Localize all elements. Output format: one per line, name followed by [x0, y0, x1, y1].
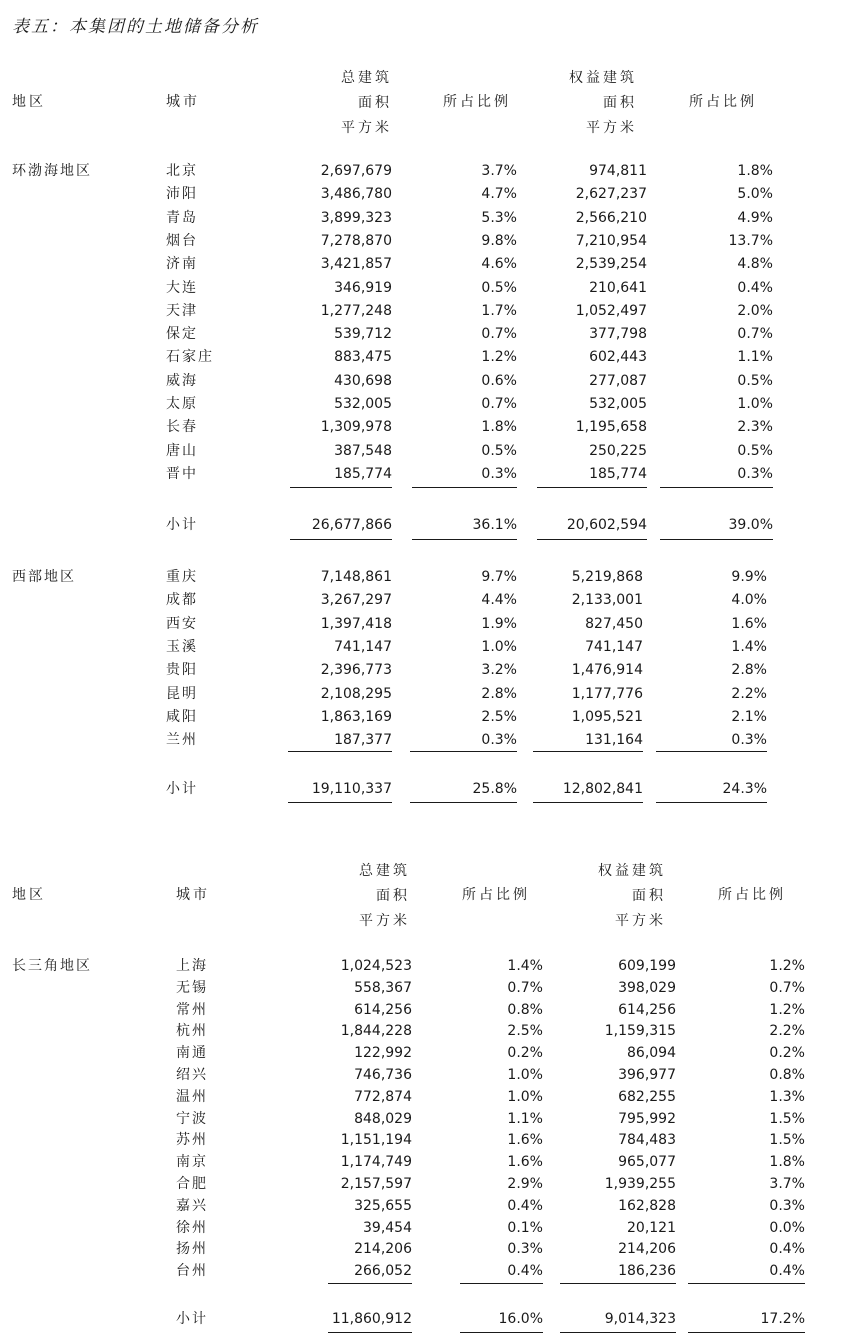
column-rule: [460, 1283, 543, 1284]
header-city: 城市: [166, 94, 200, 110]
table-row: [0, 999, 841, 1021]
attr-share-cell: 0.8%: [769, 1067, 805, 1083]
attr-gfa-cell: 214,206: [618, 1241, 676, 1258]
table-row: [0, 183, 841, 205]
gfa-share-cell: 5.3%: [481, 209, 517, 226]
city-cell: 大连: [166, 279, 198, 296]
gfa-share-cell: 9.8%: [481, 232, 517, 249]
table-row: [0, 323, 841, 345]
subtotal-attr-gfa: 12,802,841: [562, 781, 643, 797]
gfa-share-cell: 3.7%: [481, 163, 517, 179]
attr-gfa-cell: 2,133,001: [571, 592, 643, 609]
gfa-cell: 214,206: [354, 1241, 412, 1258]
city-cell: 贵阳: [166, 662, 198, 679]
city-cell: 昆明: [166, 685, 198, 702]
table-row: [0, 1086, 841, 1108]
city-cell: 嘉兴: [176, 1197, 208, 1214]
gfa-share-cell: 2.8%: [481, 685, 517, 702]
attr-share-cell: 5.0%: [737, 186, 773, 203]
attr-share-cell: 1.8%: [737, 163, 773, 179]
attr-share-cell: 0.4%: [769, 1241, 805, 1258]
city-cell: 晋中: [166, 465, 198, 482]
subtotal-gfa: 26,677,866: [311, 517, 392, 533]
attr-share-cell: 0.7%: [769, 979, 805, 996]
header-attr-gfa: [556, 859, 666, 934]
table-row: [0, 636, 841, 658]
table-row: [0, 659, 841, 681]
attr-share-cell: 1.2%: [769, 958, 805, 974]
attr-share-cell: 2.1%: [731, 708, 767, 725]
header-share: 所占比例: [462, 887, 530, 903]
gfa-cell: 2,396,773: [320, 662, 392, 679]
city-cell: 成都: [166, 592, 198, 609]
column-rule: [533, 751, 643, 752]
gfa-share-cell: 1.6%: [507, 1132, 543, 1149]
gfa-share-cell: 1.6%: [507, 1154, 543, 1171]
header-attr-line2: 面积: [632, 888, 666, 904]
gfa-share-cell: 0.8%: [507, 1001, 543, 1018]
attr-gfa-cell: 741,147: [585, 638, 643, 655]
header-gfa-line1: 总建筑: [341, 70, 392, 86]
city-cell: 徐州: [176, 1219, 208, 1236]
gfa-cell: 122,992: [354, 1045, 412, 1062]
attr-gfa-cell: 250,225: [589, 442, 647, 459]
header-gfa-line2: 面积: [376, 888, 410, 904]
city-cell: 绍兴: [176, 1067, 208, 1083]
header-share: 所占比例: [443, 94, 511, 110]
attr-gfa-cell: 1,177,776: [571, 685, 643, 702]
column-rule: [328, 1332, 412, 1333]
subtotal-gfa: 19,110,337: [311, 781, 392, 797]
header-attr-line3: 平方米: [615, 913, 666, 929]
gfa-share-cell: 0.7%: [481, 396, 517, 412]
attr-share-cell: 0.0%: [769, 1219, 805, 1236]
gfa-cell: 3,486,780: [320, 186, 392, 203]
column-rule: [328, 1283, 412, 1284]
attr-gfa-cell: 1,095,521: [571, 708, 643, 725]
column-rule: [656, 802, 767, 803]
table-row: [0, 1129, 841, 1151]
column-rule: [560, 1332, 676, 1333]
attr-gfa-cell: 86,094: [627, 1045, 676, 1062]
attr-share-cell: 4.9%: [737, 209, 773, 226]
city-cell: 南通: [176, 1045, 208, 1062]
gfa-share-cell: 0.4%: [507, 1197, 543, 1214]
city-cell: 天津: [166, 302, 198, 319]
table-row: [0, 1042, 841, 1064]
gfa-cell: 185,774: [334, 465, 392, 482]
column-rule: [460, 1332, 543, 1333]
gfa-cell: 7,148,861: [320, 569, 392, 585]
city-cell: 兰州: [166, 732, 198, 749]
table-row: [0, 589, 841, 611]
table-row: [0, 1064, 841, 1086]
attr-gfa-cell: 131,164: [585, 732, 643, 749]
column-rule: [560, 1283, 676, 1284]
attr-share-cell: 1.6%: [731, 615, 767, 632]
city-cell: 石家庄: [166, 349, 214, 366]
attr-gfa-cell: 1,939,255: [604, 1176, 676, 1192]
header-attr-line1: 权益建筑: [598, 863, 666, 879]
table-row: [0, 566, 841, 588]
subtotal-attr-gfa: 20,602,594: [566, 517, 647, 533]
gfa-cell: 532,005: [334, 396, 392, 412]
gfa-cell: 848,029: [354, 1110, 412, 1127]
attr-share-cell: 0.5%: [737, 442, 773, 459]
gfa-share-cell: 2.5%: [481, 708, 517, 725]
subtotal-label: 小计: [166, 781, 198, 797]
gfa-cell: 3,267,297: [320, 592, 392, 609]
column-rule: [410, 802, 517, 803]
attr-gfa-cell: 20,121: [627, 1219, 676, 1236]
gfa-share-cell: 0.4%: [507, 1263, 543, 1280]
header-gfa: [300, 859, 410, 934]
city-cell: 青岛: [166, 209, 198, 226]
attr-share-cell: 0.5%: [737, 372, 773, 389]
column-rule: [537, 487, 647, 488]
gfa-share-cell: 0.3%: [481, 732, 517, 749]
attr-gfa-cell: 784,483: [618, 1132, 676, 1149]
attr-share-cell: 0.3%: [731, 732, 767, 749]
gfa-share-cell: 1.0%: [507, 1067, 543, 1083]
gfa-cell: 539,712: [334, 326, 392, 343]
subtotal-attr-share: 24.3%: [722, 781, 767, 797]
attr-share-cell: 4.0%: [731, 592, 767, 609]
column-rule: [537, 539, 647, 540]
gfa-cell: 1,397,418: [320, 615, 392, 632]
column-rule: [412, 539, 517, 540]
attr-gfa-cell: 682,255: [618, 1088, 676, 1105]
gfa-cell: 187,377: [334, 732, 392, 749]
gfa-share-cell: 1.1%: [507, 1110, 543, 1127]
header-gfa: [282, 66, 392, 141]
attr-gfa-cell: 162,828: [618, 1197, 676, 1214]
attr-gfa-cell: 2,566,210: [575, 209, 647, 226]
gfa-cell: 883,475: [334, 349, 392, 366]
table-row: [0, 463, 841, 485]
gfa-share-cell: 2.9%: [507, 1176, 543, 1192]
header-gfa-line3: 平方米: [341, 120, 392, 136]
gfa-share-cell: 0.2%: [507, 1045, 543, 1062]
header-gfa-line2: 面积: [358, 95, 392, 111]
gfa-share-cell: 0.5%: [481, 442, 517, 459]
attr-gfa-cell: 609,199: [618, 958, 676, 974]
attr-gfa-cell: 614,256: [618, 1001, 676, 1018]
header-attr-gfa: [527, 66, 637, 141]
gfa-share-cell: 4.4%: [481, 592, 517, 609]
attr-share-cell: 3.7%: [769, 1176, 805, 1192]
subtotal-label: 小计: [176, 1311, 208, 1327]
header-gfa-line3: 平方米: [359, 913, 410, 929]
gfa-share-cell: 2.5%: [507, 1023, 543, 1040]
column-rule: [288, 751, 392, 752]
gfa-cell: 430,698: [334, 372, 392, 389]
attr-share-cell: 1.5%: [769, 1110, 805, 1127]
attr-share-cell: 1.4%: [731, 638, 767, 655]
city-cell: 温州: [176, 1088, 208, 1105]
attr-share-cell: 1.2%: [769, 1001, 805, 1018]
table-row: [0, 230, 841, 252]
city-cell: 常州: [176, 1001, 208, 1018]
header-attr-share: 所占比例: [689, 94, 757, 110]
table-row: [0, 346, 841, 368]
gfa-share-cell: 1.9%: [481, 615, 517, 632]
city-cell: 北京: [166, 163, 198, 179]
table-row: [0, 683, 841, 705]
column-rule: [288, 802, 392, 803]
gfa-share-cell: 0.6%: [481, 372, 517, 389]
city-cell: 扬州: [176, 1241, 208, 1258]
gfa-share-cell: 4.6%: [481, 256, 517, 273]
column-rule: [290, 487, 392, 488]
table-row: [0, 1151, 841, 1173]
table-row: [0, 300, 841, 322]
city-cell: 太原: [166, 396, 198, 412]
attr-share-cell: 0.3%: [769, 1197, 805, 1214]
attr-share-cell: 0.2%: [769, 1045, 805, 1062]
column-rule: [688, 1283, 805, 1284]
city-cell: 保定: [166, 326, 198, 343]
gfa-cell: 1,309,978: [320, 419, 392, 436]
attr-gfa-cell: 210,641: [589, 279, 647, 296]
gfa-share-cell: 4.7%: [481, 186, 517, 203]
subtotal-share: 16.0%: [498, 1311, 543, 1327]
gfa-cell: 772,874: [354, 1088, 412, 1105]
attr-gfa-cell: 2,627,237: [575, 186, 647, 203]
gfa-share-cell: 0.5%: [481, 279, 517, 296]
region-label: 环渤海地区: [12, 163, 92, 179]
subtotal-share: 25.8%: [472, 781, 517, 797]
attr-share-cell: 1.0%: [737, 396, 773, 412]
attr-gfa-cell: 5,219,868: [571, 569, 643, 585]
table-row: [0, 440, 841, 462]
attr-gfa-cell: 186,236: [618, 1263, 676, 1280]
column-rule: [533, 802, 643, 803]
city-cell: 无锡: [176, 979, 208, 996]
attr-share-cell: 1.5%: [769, 1132, 805, 1149]
gfa-share-cell: 1.0%: [507, 1088, 543, 1105]
gfa-cell: 1,024,523: [340, 958, 412, 974]
gfa-share-cell: 0.7%: [481, 326, 517, 343]
header-region: 地区: [12, 887, 46, 903]
attr-share-cell: 9.9%: [731, 569, 767, 585]
gfa-share-cell: 1.4%: [507, 958, 543, 974]
gfa-share-cell: 1.2%: [481, 349, 517, 366]
table-row: [0, 253, 841, 275]
subtotal-attr-gfa: 9,014,323: [604, 1311, 676, 1327]
subtotal-row: [0, 778, 841, 800]
gfa-cell: 266,052: [354, 1263, 412, 1280]
column-rule: [660, 539, 773, 540]
gfa-cell: 2,108,295: [320, 685, 392, 702]
attr-share-cell: 2.2%: [731, 685, 767, 702]
column-rule: [656, 751, 767, 752]
column-rule: [688, 1332, 805, 1333]
header-attr-line1: 权益建筑: [569, 70, 637, 86]
attr-gfa-cell: 974,811: [589, 163, 647, 179]
table-row: [0, 613, 841, 635]
gfa-share-cell: 1.0%: [481, 638, 517, 655]
city-cell: 上海: [176, 958, 208, 974]
attr-gfa-cell: 532,005: [589, 396, 647, 412]
attr-share-cell: 13.7%: [728, 232, 773, 249]
gfa-cell: 7,278,870: [320, 232, 392, 249]
attr-gfa-cell: 7,210,954: [575, 232, 647, 249]
attr-gfa-cell: 795,992: [618, 1110, 676, 1127]
table-row: [0, 277, 841, 299]
gfa-cell: 558,367: [354, 979, 412, 996]
table-row: [0, 1195, 841, 1217]
attr-share-cell: 1.8%: [769, 1154, 805, 1171]
header-attr-share: 所占比例: [718, 887, 786, 903]
city-cell: 咸阳: [166, 708, 198, 725]
attr-share-cell: 1.1%: [737, 349, 773, 366]
column-rule: [410, 751, 517, 752]
table-row: [0, 977, 841, 999]
table-row: [0, 1020, 841, 1042]
attr-gfa-cell: 377,798: [589, 326, 647, 343]
table-row: [0, 1260, 841, 1282]
gfa-cell: 1,277,248: [320, 302, 392, 319]
table-row: [0, 955, 841, 977]
attr-share-cell: 0.4%: [737, 279, 773, 296]
header-city: 城市: [176, 887, 210, 903]
subtotal-share: 36.1%: [472, 517, 517, 533]
gfa-cell: 1,863,169: [320, 708, 392, 725]
gfa-cell: 614,256: [354, 1001, 412, 1018]
gfa-cell: 746,736: [354, 1067, 412, 1083]
header-attr-line3: 平方米: [586, 120, 637, 136]
region-label: 西部地区: [12, 569, 76, 585]
table-row: [0, 729, 841, 751]
attr-gfa-cell: 602,443: [589, 349, 647, 366]
gfa-cell: 1,844,228: [340, 1023, 412, 1040]
gfa-share-cell: 3.2%: [481, 662, 517, 679]
gfa-cell: 3,899,323: [320, 209, 392, 226]
city-cell: 宁波: [176, 1110, 208, 1127]
subtotal-row: [0, 1308, 841, 1330]
gfa-cell: 2,157,597: [340, 1176, 412, 1192]
region-label: 长三角地区: [12, 958, 92, 974]
attr-gfa-cell: 2,539,254: [575, 256, 647, 273]
city-cell: 台州: [176, 1263, 208, 1280]
subtotal-attr-share: 17.2%: [760, 1311, 805, 1327]
city-cell: 西安: [166, 615, 198, 632]
city-cell: 烟台: [166, 232, 198, 249]
gfa-share-cell: 0.3%: [507, 1241, 543, 1258]
city-cell: 杭州: [176, 1023, 208, 1040]
gfa-cell: 387,548: [334, 442, 392, 459]
city-cell: 重庆: [166, 569, 198, 585]
attr-share-cell: 2.0%: [737, 302, 773, 319]
table-row: [0, 706, 841, 728]
attr-share-cell: 0.7%: [737, 326, 773, 343]
gfa-share-cell: 0.7%: [507, 979, 543, 996]
table-row: [0, 207, 841, 229]
attr-share-cell: 2.2%: [769, 1023, 805, 1040]
attr-share-cell: 4.8%: [737, 256, 773, 273]
city-cell: 合肥: [176, 1176, 208, 1192]
table-row: [0, 370, 841, 392]
gfa-share-cell: 0.3%: [481, 465, 517, 482]
attr-gfa-cell: 277,087: [589, 372, 647, 389]
header-region: 地区: [12, 94, 46, 110]
city-cell: 长春: [166, 419, 198, 436]
attr-gfa-cell: 185,774: [589, 465, 647, 482]
gfa-share-cell: 0.1%: [507, 1219, 543, 1236]
subtotal-attr-share: 39.0%: [728, 517, 773, 533]
attr-gfa-cell: 965,077: [618, 1154, 676, 1171]
gfa-cell: 3,421,857: [320, 256, 392, 273]
city-cell: 济南: [166, 256, 198, 273]
table-row: [0, 1217, 841, 1239]
gfa-cell: 39,454: [363, 1219, 412, 1236]
column-rule: [290, 539, 392, 540]
subtotal-row: [0, 514, 841, 536]
city-cell: 苏州: [176, 1132, 208, 1149]
gfa-share-cell: 9.7%: [481, 569, 517, 585]
attr-share-cell: 0.3%: [737, 465, 773, 482]
attr-gfa-cell: 1,476,914: [571, 662, 643, 679]
attr-gfa-cell: 1,195,658: [575, 419, 647, 436]
table-row: [0, 416, 841, 438]
header-gfa-line1: 总建筑: [359, 863, 410, 879]
attr-share-cell: 0.4%: [769, 1263, 805, 1280]
city-cell: 玉溪: [166, 638, 198, 655]
gfa-cell: 1,151,194: [340, 1132, 412, 1149]
city-cell: 唐山: [166, 442, 198, 459]
column-rule: [660, 487, 773, 488]
gfa-share-cell: 1.7%: [481, 302, 517, 319]
attr-gfa-cell: 1,052,497: [575, 302, 647, 319]
attr-share-cell: 1.3%: [769, 1088, 805, 1105]
header-attr-line2: 面积: [603, 95, 637, 111]
table-row: [0, 1238, 841, 1260]
subtotal-gfa: 11,860,912: [331, 1311, 412, 1327]
gfa-cell: 741,147: [334, 638, 392, 655]
city-cell: 沛阳: [166, 186, 198, 203]
gfa-cell: 346,919: [334, 279, 392, 296]
attr-gfa-cell: 398,029: [618, 979, 676, 996]
attr-gfa-cell: 827,450: [585, 615, 643, 632]
attr-share-cell: 2.3%: [737, 419, 773, 436]
gfa-share-cell: 1.8%: [481, 419, 517, 436]
city-cell: 威海: [166, 372, 198, 389]
table-row: [0, 1108, 841, 1130]
gfa-cell: 1,174,749: [340, 1154, 412, 1171]
attr-share-cell: 2.8%: [731, 662, 767, 679]
column-rule: [412, 487, 517, 488]
gfa-cell: 2,697,679: [320, 163, 392, 179]
subtotal-label: 小计: [166, 517, 198, 533]
attr-gfa-cell: 1,159,315: [604, 1023, 676, 1040]
page-title: 表五：本集团的土地储备分析: [12, 17, 259, 37]
gfa-cell: 325,655: [354, 1197, 412, 1214]
table-row: [0, 393, 841, 415]
attr-gfa-cell: 396,977: [618, 1067, 676, 1083]
table-row: [0, 160, 841, 182]
table-row: [0, 1173, 841, 1195]
city-cell: 南京: [176, 1154, 208, 1171]
